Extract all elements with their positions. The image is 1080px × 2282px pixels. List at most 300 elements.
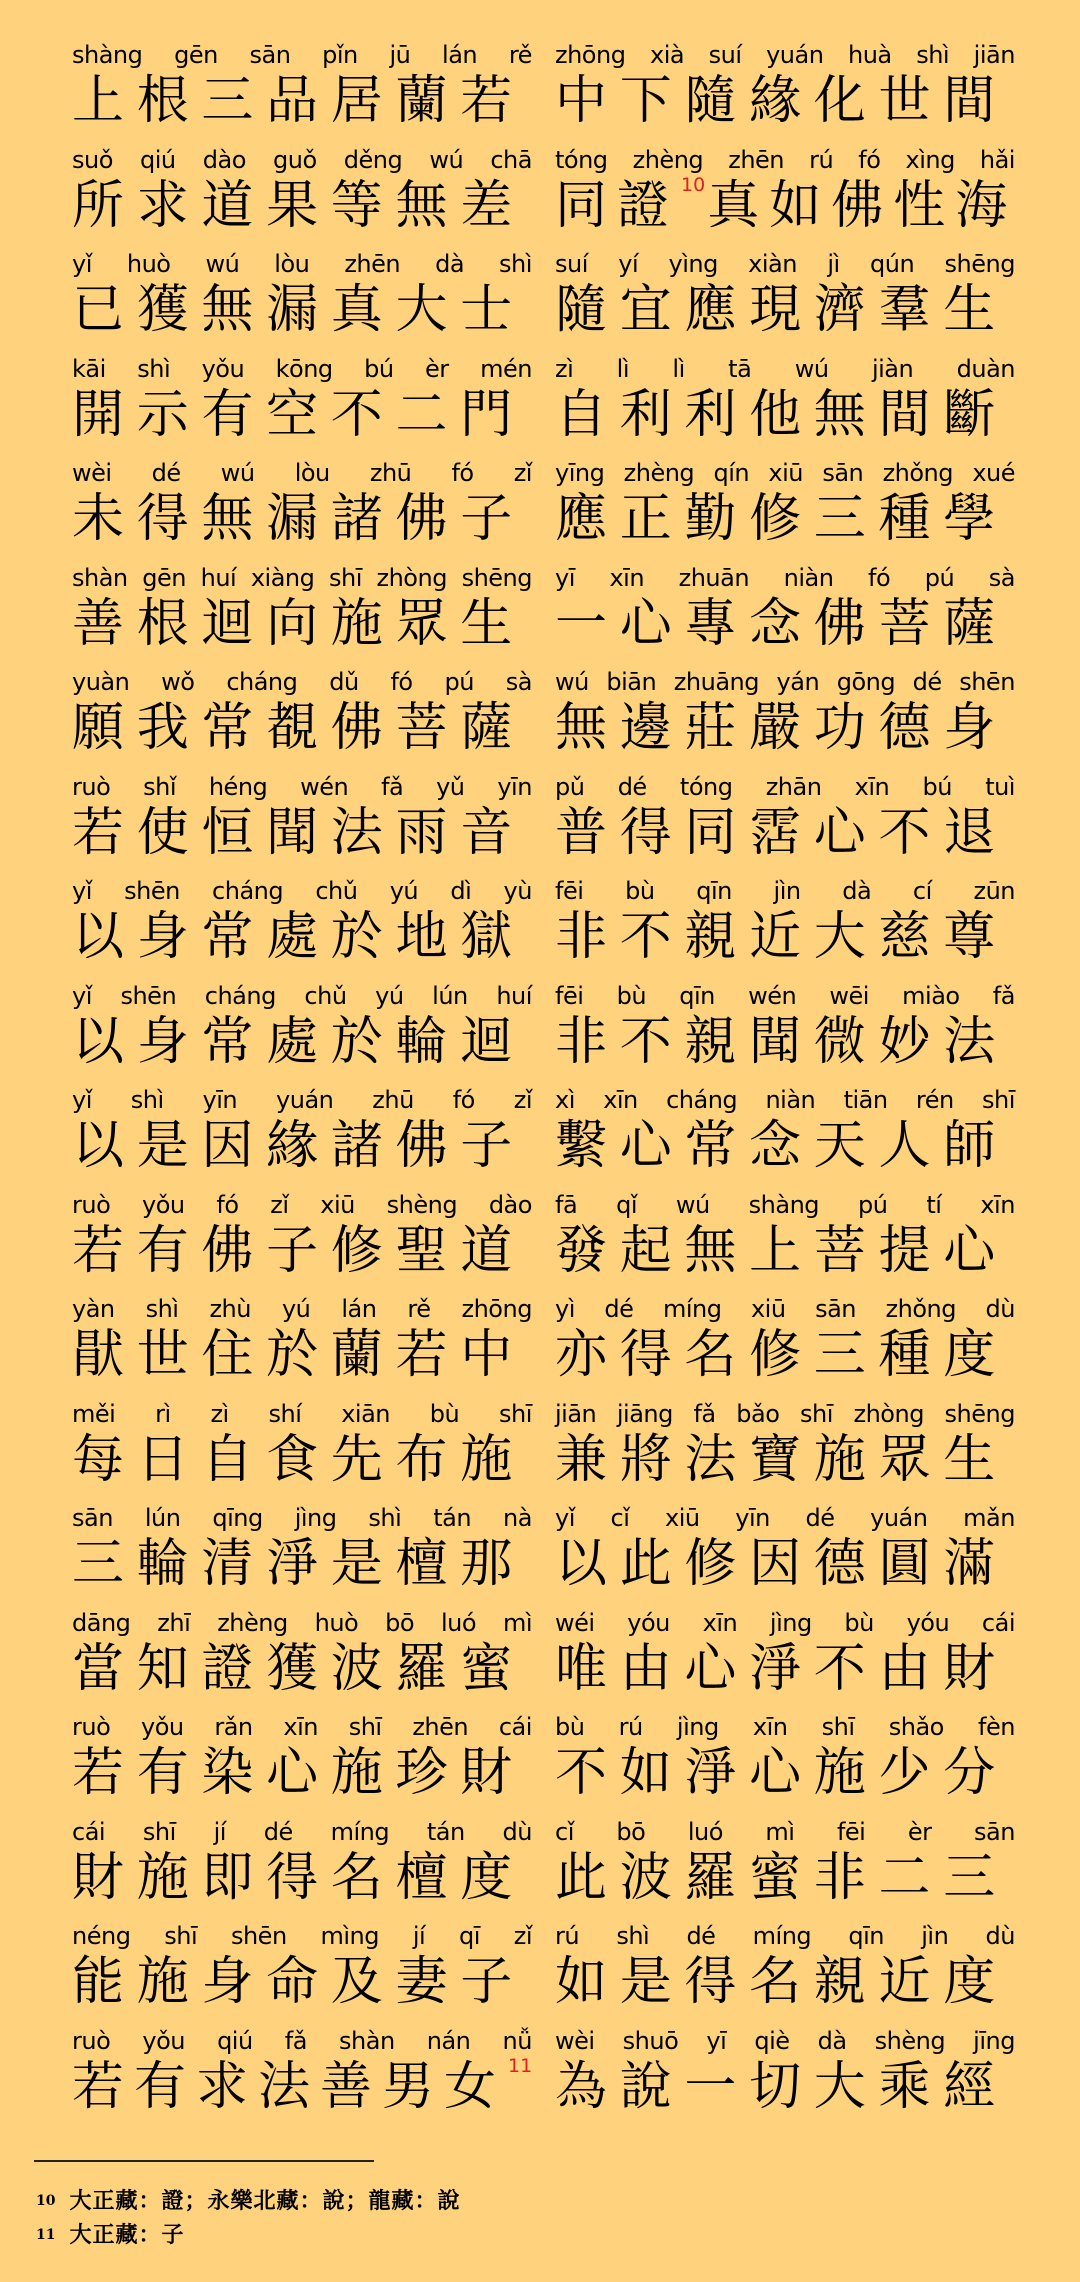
pinyin-syllable: rú bbox=[809, 145, 834, 174]
pinyin-line bbox=[555, 1919, 1015, 1951]
pinyin-syllable: fǎ bbox=[381, 772, 404, 801]
pinyin-syllable: zhī bbox=[157, 1608, 191, 1637]
pinyin-syllable: fǎ bbox=[284, 2026, 307, 2055]
verse-text: 無邊莊嚴功德身 bbox=[555, 698, 1008, 758]
pinyin-syllable: wén bbox=[300, 772, 349, 801]
pinyin-line bbox=[555, 561, 1015, 593]
pinyin-line bbox=[72, 1710, 532, 1742]
pinyin-line bbox=[555, 770, 1015, 802]
pinyin-syllable: yǒu bbox=[142, 2026, 185, 2055]
pinyin-syllable: xiū bbox=[665, 1504, 700, 1532]
pinyin-syllable: dào bbox=[202, 145, 246, 174]
verse-text: 應正勤修三種學 bbox=[555, 489, 1008, 549]
pinyin-syllable: xīn bbox=[702, 1608, 738, 1637]
pinyin-syllable: zǐ bbox=[513, 459, 532, 487]
verse-row bbox=[0, 38, 1080, 142]
verse-text: 已獲無漏真大士 bbox=[72, 280, 525, 340]
pinyin-syllable: shì bbox=[130, 1086, 164, 1114]
pinyin-syllable: dāng bbox=[72, 1608, 131, 1637]
pinyin-syllable: yuán bbox=[766, 41, 824, 69]
verse-text: 非不親聞微妙法 bbox=[555, 1011, 1008, 1072]
pinyin-line bbox=[72, 561, 532, 593]
pinyin-syllable: qīn bbox=[696, 877, 732, 905]
verse-right bbox=[555, 1815, 1015, 1919]
pinyin-syllable: wú bbox=[555, 668, 589, 696]
verse-right bbox=[555, 770, 1015, 874]
verse-text: 財施即得名檀度 bbox=[72, 1847, 525, 1908]
pinyin-syllable: dé bbox=[263, 1817, 293, 1846]
verse-text: 所求道果等無差 bbox=[72, 175, 525, 236]
verse-left bbox=[72, 1397, 532, 1501]
pinyin-syllable: wéi bbox=[555, 1608, 595, 1637]
pinyin-syllable: yīn bbox=[735, 1504, 770, 1532]
verse-left bbox=[72, 1815, 532, 1919]
verse-text: 以是因緣諸佛子 bbox=[72, 1116, 525, 1176]
pinyin-syllable: shì bbox=[616, 1922, 650, 1950]
pinyin-line bbox=[555, 1815, 1015, 1847]
pinyin-syllable: ruò bbox=[72, 772, 111, 801]
pinyin-syllable: yù bbox=[503, 877, 532, 905]
pinyin-syllable: míng bbox=[752, 1922, 812, 1950]
pinyin-syllable: shí bbox=[268, 1399, 302, 1428]
pinyin-syllable: qín bbox=[713, 459, 750, 487]
pinyin-syllable: zhèng bbox=[623, 459, 695, 487]
pinyin-syllable: zhān bbox=[765, 772, 822, 801]
verse-text: 繫心常念天人師 bbox=[555, 1116, 1008, 1176]
verse-text: 一心專念佛菩薩 bbox=[555, 593, 1008, 654]
pinyin-line bbox=[72, 2024, 532, 2056]
verse-text: 如是得名親近度 bbox=[555, 1952, 1008, 2012]
pinyin-syllable: ruò bbox=[72, 2026, 111, 2055]
pinyin-syllable: èr bbox=[907, 1817, 932, 1846]
pinyin-syllable: shàn bbox=[339, 2026, 395, 2055]
pinyin-syllable: jū bbox=[389, 41, 411, 69]
pinyin-syllable: cǐ bbox=[555, 1817, 574, 1846]
verse-row bbox=[0, 1919, 1080, 2023]
pinyin-syllable: xiū bbox=[768, 459, 804, 487]
pinyin-syllable: cǐ bbox=[610, 1504, 630, 1532]
pinyin-syllable: yóu bbox=[906, 1608, 950, 1637]
pinyin-syllable: qún bbox=[870, 250, 915, 278]
pinyin-syllable: shēn bbox=[124, 877, 180, 905]
pinyin-syllable: èr bbox=[425, 354, 449, 383]
pinyin-syllable: suǒ bbox=[72, 145, 113, 174]
verse-text: 以身常處於輪迴 bbox=[72, 1011, 525, 1072]
pinyin-line bbox=[555, 247, 1015, 279]
pinyin-syllable: wèi bbox=[72, 459, 112, 487]
pinyin-syllable: shī bbox=[142, 1817, 176, 1846]
pinyin-syllable: shèng bbox=[874, 2026, 946, 2055]
pinyin-syllable: bù bbox=[625, 877, 655, 905]
pinyin-syllable: qīn bbox=[679, 981, 715, 1010]
verse-text bbox=[555, 173, 1018, 237]
verse-chars: 同證 bbox=[555, 175, 680, 236]
pinyin-syllable: luó bbox=[687, 1817, 723, 1846]
pinyin-syllable: shī bbox=[348, 1713, 382, 1741]
pinyin-line bbox=[555, 2024, 1015, 2056]
pinyin-syllable: pú bbox=[924, 563, 955, 592]
verse-left bbox=[72, 561, 532, 665]
pinyin-syllable: xīn bbox=[283, 1713, 318, 1741]
pinyin-syllable: shī bbox=[164, 1922, 198, 1950]
pinyin-syllable: gēn bbox=[174, 41, 218, 69]
pinyin-syllable: cháng bbox=[666, 1086, 738, 1114]
pinyin-syllable: yī bbox=[706, 2026, 727, 2055]
pinyin-syllable: mǎn bbox=[963, 1504, 1015, 1532]
pinyin-syllable: duàn bbox=[956, 354, 1015, 383]
verse-text: 此波羅蜜非二三 bbox=[555, 1847, 1008, 1908]
pinyin-syllable: xīn bbox=[609, 563, 645, 592]
pinyin-line bbox=[72, 1083, 532, 1115]
pinyin-syllable: rén bbox=[915, 1086, 954, 1114]
pinyin-syllable: dé bbox=[805, 1504, 835, 1532]
pinyin-syllable: míng bbox=[330, 1817, 390, 1846]
pinyin-syllable: pǐn bbox=[322, 41, 358, 69]
pinyin-syllable: yǔ bbox=[436, 772, 465, 801]
pinyin-syllable: jiān bbox=[555, 1399, 597, 1428]
pinyin-syllable: fā bbox=[555, 1190, 578, 1219]
pinyin-syllable: zhōng bbox=[555, 41, 626, 69]
pinyin-line bbox=[72, 456, 532, 488]
pinyin-syllable: jiān bbox=[973, 41, 1015, 69]
pinyin-syllable: xīn bbox=[603, 1086, 638, 1114]
pinyin-syllable: tí bbox=[926, 1190, 942, 1219]
pinyin-syllable: jìn bbox=[773, 877, 801, 905]
verse-text: 三輪清淨是檀那 bbox=[72, 1534, 525, 1594]
pinyin-syllable: wú bbox=[794, 354, 829, 383]
pinyin-syllable: chā bbox=[490, 145, 532, 174]
pinyin-syllable: dǔ bbox=[329, 668, 359, 696]
pinyin-syllable: rú bbox=[618, 1713, 643, 1741]
footnote-10 bbox=[36, 2186, 461, 2217]
pinyin-syllable: rú bbox=[555, 1922, 580, 1950]
pinyin-syllable: chǔ bbox=[315, 877, 358, 905]
pinyin-syllable: wǒ bbox=[161, 668, 195, 696]
pinyin-syllable: yuán bbox=[870, 1504, 928, 1532]
pinyin-syllable: xiān bbox=[341, 1399, 390, 1428]
pinyin-syllable: fó bbox=[868, 563, 891, 592]
footnote-text: 大正藏：證；永樂北藏：說；龍藏：說 bbox=[69, 2188, 461, 2214]
verse-right bbox=[555, 456, 1015, 560]
pinyin-syllable: shī bbox=[821, 1713, 855, 1741]
pinyin-syllable: biān bbox=[606, 668, 657, 696]
verse-text: 自利利他無間斷 bbox=[555, 384, 1008, 445]
pinyin-syllable: fó bbox=[216, 1190, 239, 1219]
pinyin-syllable: sān bbox=[72, 1504, 113, 1532]
pinyin-syllable: suí bbox=[708, 41, 742, 69]
pinyin-syllable: kōng bbox=[275, 354, 333, 383]
pinyin-line bbox=[555, 456, 1015, 488]
pinyin-syllable: shī bbox=[982, 1086, 1015, 1114]
verse-left bbox=[72, 456, 532, 560]
pinyin-syllable: jí bbox=[213, 1817, 226, 1846]
pinyin-syllable: dà bbox=[842, 877, 872, 905]
pinyin-line bbox=[555, 1083, 1015, 1115]
verse-right bbox=[555, 1292, 1015, 1396]
pinyin-syllable: zì bbox=[555, 354, 574, 383]
verse-left bbox=[72, 979, 532, 1083]
pinyin-syllable: huò bbox=[314, 1608, 359, 1637]
verse-row bbox=[0, 979, 1080, 1083]
pinyin-syllable: mén bbox=[480, 354, 532, 383]
pinyin-syllable: yǐ bbox=[72, 1086, 92, 1114]
pinyin-syllable: mìng bbox=[320, 1922, 379, 1950]
pinyin-syllable: shēng bbox=[461, 563, 532, 592]
pinyin-syllable: shì bbox=[916, 41, 950, 69]
footnote-marker[interactable]: 11 bbox=[508, 2054, 533, 2077]
verse-right bbox=[555, 1606, 1015, 1710]
verse-row bbox=[0, 874, 1080, 978]
verse-row bbox=[0, 1710, 1080, 1814]
verse-right bbox=[555, 874, 1015, 978]
pinyin-syllable: wú bbox=[205, 250, 240, 278]
pinyin-syllable: dào bbox=[488, 1190, 532, 1219]
pinyin-syllable: yīn bbox=[202, 1086, 238, 1114]
pinyin-syllable: qīng bbox=[212, 1504, 263, 1532]
verse-right bbox=[555, 561, 1015, 665]
footnote-divider bbox=[34, 2160, 374, 2162]
pinyin-syllable: shēn bbox=[959, 668, 1015, 696]
pinyin-syllable: lòu bbox=[274, 250, 310, 278]
verse-text: 每日自食先布施 bbox=[72, 1429, 525, 1490]
pinyin-line bbox=[72, 1501, 532, 1533]
pinyin-line bbox=[72, 1919, 532, 1951]
pinyin-syllable: yǒu bbox=[141, 1713, 184, 1741]
pinyin-syllable: niàn bbox=[765, 1086, 816, 1114]
verse-text: 願我常覩佛菩薩 bbox=[72, 698, 525, 758]
verse-row bbox=[0, 1397, 1080, 1501]
pinyin-syllable: qiè bbox=[754, 2026, 790, 2055]
verse-row bbox=[0, 352, 1080, 456]
pinyin-syllable: hǎi bbox=[979, 145, 1015, 174]
pinyin-syllable: sān bbox=[974, 1817, 1015, 1846]
verse-right bbox=[555, 1710, 1015, 1814]
verse-left bbox=[72, 38, 532, 142]
verse-text: 若有染心施珍財 bbox=[72, 1743, 525, 1803]
pinyin-syllable: zhēn bbox=[412, 1713, 469, 1741]
pinyin-syllable: bō bbox=[385, 1608, 415, 1637]
pinyin-syllable: zǐ bbox=[513, 1086, 532, 1114]
verse-text: 兼將法寶施眾生 bbox=[555, 1429, 1008, 1490]
pinyin-syllable: huí bbox=[496, 981, 532, 1010]
verse-right bbox=[555, 1397, 1015, 1501]
pinyin-syllable: zǐ bbox=[513, 1922, 532, 1950]
pinyin-syllable: jiàn bbox=[871, 354, 914, 383]
pinyin-syllable: bù bbox=[555, 1713, 585, 1741]
pinyin-syllable: cái bbox=[981, 1608, 1015, 1637]
verse-text: 以此修因德圓滿 bbox=[555, 1534, 1008, 1594]
verse-right bbox=[555, 38, 1015, 142]
pinyin-syllable: nǚ bbox=[502, 2026, 532, 2055]
pinyin-syllable: zǐ bbox=[270, 1190, 289, 1219]
pinyin-syllable: xiàng bbox=[250, 563, 315, 592]
pinyin-syllable: jīng bbox=[973, 2026, 1015, 2055]
pinyin-syllable: huò bbox=[126, 250, 171, 278]
pinyin-syllable: tuì bbox=[985, 772, 1015, 801]
pinyin-syllable: tiān bbox=[843, 1086, 888, 1114]
pinyin-syllable: huà bbox=[848, 41, 892, 69]
footnote-11 bbox=[36, 2220, 185, 2251]
pinyin-line bbox=[555, 979, 1015, 1011]
pinyin-line bbox=[72, 1397, 532, 1429]
pinyin-syllable: bō bbox=[616, 1817, 646, 1846]
pinyin-syllable: shēn bbox=[120, 981, 177, 1010]
pinyin-syllable: dé bbox=[686, 1922, 716, 1950]
pinyin-syllable: shì bbox=[137, 354, 171, 383]
verse-left bbox=[72, 1188, 532, 1292]
pinyin-syllable: zhòng bbox=[376, 563, 447, 592]
verse-row bbox=[0, 1815, 1080, 1919]
pinyin-syllable: cái bbox=[498, 1713, 532, 1741]
pinyin-syllable: yī bbox=[555, 563, 575, 592]
pinyin-syllable: lún bbox=[432, 981, 468, 1010]
pinyin-syllable: zhēn bbox=[344, 250, 401, 278]
pinyin-syllable: sà bbox=[505, 668, 532, 696]
pinyin-syllable: sān bbox=[249, 41, 291, 69]
pinyin-syllable: shēng bbox=[944, 250, 1015, 278]
pinyin-syllable: bǎo bbox=[736, 1399, 780, 1428]
pinyin-syllable: yuàn bbox=[72, 668, 130, 696]
pinyin-syllable: qiú bbox=[217, 2026, 253, 2055]
pinyin-syllable: jí bbox=[412, 1922, 426, 1950]
pinyin-syllable: yǐ bbox=[72, 981, 92, 1010]
footnote-number: 11 bbox=[36, 2227, 56, 2243]
pinyin-syllable: shī bbox=[799, 1399, 833, 1428]
pinyin-syllable: shàn bbox=[72, 563, 128, 592]
pinyin-syllable: cí bbox=[912, 877, 932, 905]
pinyin-syllable: wén bbox=[748, 981, 797, 1010]
pinyin-syllable: tán bbox=[426, 1817, 465, 1846]
pinyin-syllable: rě bbox=[508, 41, 532, 69]
pinyin-syllable: děng bbox=[343, 145, 403, 174]
verse-row bbox=[0, 143, 1080, 247]
pinyin-syllable: bù bbox=[429, 1399, 460, 1428]
verse-row bbox=[0, 1188, 1080, 1292]
pinyin-syllable: shuō bbox=[622, 2026, 679, 2055]
pinyin-syllable: yǐ bbox=[72, 250, 92, 278]
pinyin-syllable: xué bbox=[972, 459, 1015, 487]
verse-left bbox=[72, 1710, 532, 1814]
pinyin-syllable: shàng bbox=[72, 41, 143, 69]
pinyin-line bbox=[555, 352, 1015, 384]
pinyin-syllable: héng bbox=[208, 772, 268, 801]
pinyin-syllable: sān bbox=[815, 1295, 857, 1323]
verse-text: 中下隨緣化世間 bbox=[555, 71, 1008, 131]
pinyin-syllable: gōng bbox=[836, 668, 896, 696]
pinyin-syllable: qī bbox=[459, 1922, 480, 1950]
pinyin-syllable: xìng bbox=[905, 145, 955, 174]
verse-text bbox=[72, 2056, 532, 2118]
pinyin-line bbox=[72, 1606, 532, 1638]
verse-row bbox=[0, 1606, 1080, 1710]
verse-row bbox=[0, 561, 1080, 665]
pinyin-syllable: zūn bbox=[973, 877, 1015, 905]
verse-left bbox=[72, 874, 532, 978]
verse-left bbox=[72, 2024, 532, 2128]
verse-right bbox=[555, 1083, 1015, 1187]
pinyin-syllable: cháng bbox=[204, 981, 276, 1010]
pinyin-syllable: shèng bbox=[386, 1190, 458, 1219]
pinyin-syllable: shì bbox=[499, 250, 532, 278]
pinyin-syllable: fó bbox=[452, 1086, 475, 1114]
pinyin-line bbox=[555, 1188, 1015, 1220]
pinyin-syllable: zì bbox=[210, 1399, 229, 1428]
pinyin-line bbox=[72, 247, 532, 279]
pinyin-line bbox=[555, 1397, 1015, 1429]
pinyin-syllable: bú bbox=[922, 772, 952, 801]
pinyin-syllable: mì bbox=[765, 1817, 795, 1846]
pinyin-syllable: pú bbox=[857, 1190, 888, 1219]
pinyin-syllable: fó bbox=[451, 459, 474, 487]
verse-right bbox=[555, 143, 1018, 247]
pinyin-line bbox=[72, 770, 532, 802]
pinyin-syllable: dà bbox=[435, 250, 465, 278]
pinyin-syllable: ruò bbox=[72, 1713, 111, 1741]
pinyin-syllable: sà bbox=[988, 563, 1015, 592]
verse-text: 當知證獲波羅蜜 bbox=[72, 1638, 525, 1699]
pinyin-syllable: lán bbox=[341, 1295, 377, 1323]
footnote-text: 大正藏：子 bbox=[69, 2222, 185, 2248]
pinyin-syllable: zhèng bbox=[217, 1608, 288, 1637]
pinyin-syllable: zhū bbox=[372, 1086, 414, 1114]
pinyin-syllable: shēn bbox=[230, 1922, 287, 1950]
pinyin-line bbox=[72, 874, 532, 906]
verse-left bbox=[72, 247, 532, 351]
pinyin-syllable: fó bbox=[390, 668, 413, 696]
pinyin-syllable: yú bbox=[389, 877, 419, 905]
pinyin-syllable: zhèng bbox=[632, 145, 704, 174]
pinyin-syllable: qǐ bbox=[616, 1190, 637, 1219]
pinyin-syllable: tán bbox=[433, 1504, 472, 1532]
pinyin-syllable: lì bbox=[616, 354, 630, 383]
verse-text: 上根三品居蘭若 bbox=[72, 71, 525, 131]
pinyin-syllable: nán bbox=[426, 2026, 471, 2055]
verse-left bbox=[72, 143, 532, 247]
pinyin-syllable: wú bbox=[220, 459, 255, 487]
pinyin-syllable: xīn bbox=[980, 1190, 1015, 1219]
pinyin-syllable: míng bbox=[662, 1295, 722, 1323]
pinyin-syllable: shǎo bbox=[888, 1713, 944, 1741]
pinyin-syllable: zhǒng bbox=[882, 459, 953, 487]
verse-text: 普得同霑心不退 bbox=[555, 802, 1008, 863]
pinyin-syllable: qiú bbox=[140, 145, 176, 174]
verse-text: 善根迴向施眾生 bbox=[72, 593, 525, 654]
pinyin-syllable: shàng bbox=[748, 1190, 820, 1219]
pinyin-syllable: rǎn bbox=[214, 1713, 253, 1741]
pinyin-syllable: cái bbox=[72, 1817, 106, 1846]
pinyin-line bbox=[555, 38, 1015, 70]
pinyin-syllable: yú bbox=[281, 1295, 311, 1323]
pinyin-syllable: lán bbox=[442, 41, 478, 69]
pinyin-syllable: yàn bbox=[72, 1295, 115, 1323]
pinyin-syllable: xīn bbox=[854, 772, 890, 801]
pinyin-syllable: měi bbox=[72, 1399, 116, 1428]
pinyin-line bbox=[72, 352, 532, 384]
verse-text: 為說一切大乘經 bbox=[555, 2056, 1008, 2117]
footnote-marker[interactable]: 10 bbox=[681, 173, 706, 196]
pinyin-syllable: yán bbox=[776, 668, 820, 696]
pinyin-syllable: miào bbox=[902, 981, 960, 1010]
verse-text: 開示有空不二門 bbox=[72, 384, 525, 445]
verse-left bbox=[72, 1606, 532, 1710]
verse-left bbox=[72, 1919, 532, 2023]
pinyin-syllable: suí bbox=[555, 250, 588, 278]
pinyin-syllable: tóng bbox=[555, 145, 608, 174]
pinyin-syllable: sān bbox=[822, 459, 864, 487]
pinyin-syllable: yuán bbox=[276, 1086, 334, 1114]
verse-text: 猒世住於蘭若中 bbox=[72, 1325, 525, 1385]
pinyin-syllable: dé bbox=[151, 459, 181, 487]
